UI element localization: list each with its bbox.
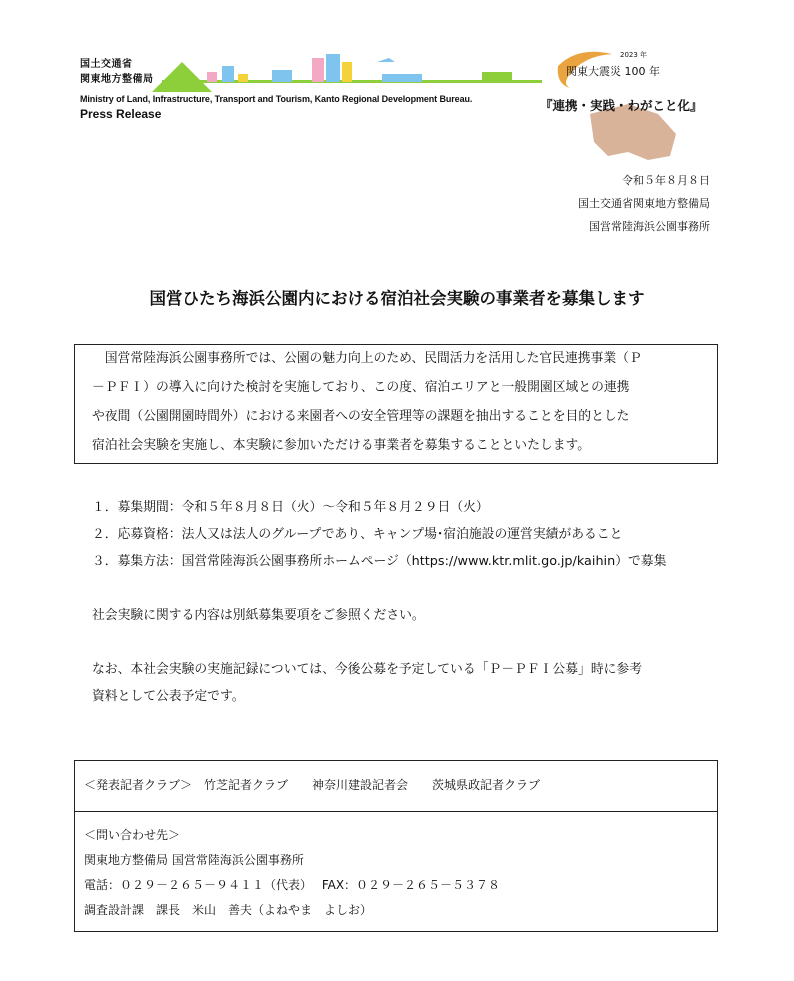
org-name-ministry: 国土交通省 <box>80 59 133 70</box>
logo-building-2 <box>222 66 234 82</box>
page-title: 国営ひたち海浜公園内における宿泊社会実験の事業者を募集します <box>149 289 645 308</box>
contact-organization: 関東地方整備局 国営常陸海浜公園事務所 <box>84 853 304 867</box>
contact-heading: ＜問い合わせ先＞ <box>84 828 181 842</box>
anniversary-slogan: 『連携・実践・わがこと化』 <box>540 98 703 113</box>
contact-person: 調査設計課 課長 米山 善夫（よねやま よしお） <box>84 903 373 917</box>
issuer-office: 国営常陸海浜公園事務所 <box>589 220 710 233</box>
logo-ship <box>482 72 512 80</box>
contact-box-divider <box>74 811 718 812</box>
press-release-label: Press Release <box>80 107 162 121</box>
logo-building-4 <box>272 70 292 82</box>
logo-building-3 <box>238 74 248 82</box>
logo-tower-3 <box>342 62 352 82</box>
summary-line: 国営常陸海浜公園事務所では、公園の魅力向上のため、民間活力を活用した官民連携事業（Ｐ <box>92 351 642 366</box>
org-name-english: Ministry of Land, Infrastructure, Transport and Tourism, Kanto Regional Development Bureau. <box>80 94 473 104</box>
issuer-bureau: 国土交通省関東地方整備局 <box>578 197 710 210</box>
logo-airplane <box>377 58 395 62</box>
publication-note-line: 資料として公表予定です。 <box>92 689 245 704</box>
logo-building-1 <box>207 72 217 82</box>
logo-train <box>382 74 422 82</box>
logo-tower-1 <box>312 58 324 82</box>
reference-note: 社会実験に関する内容は別紙募集要項をご参照ください。 <box>92 608 425 623</box>
release-date: 令和５年８月８日 <box>622 174 710 187</box>
summary-line: や夜間（公園開園時間外）における来園者への安全管理等の課題を抽出することを目的とした <box>92 409 630 424</box>
summary-line: －ＰＦＩ）の導入に向けた検討を実施しており、この度、宿泊エリアと一般開園区域との連携 <box>92 380 630 395</box>
eligibility-item: ２．応募資格：法人又は法人のグループであり、キャンプ場･宿泊施設の運営実績があること <box>92 527 623 542</box>
press-clubs: ＜発表記者クラブ＞ 竹芝記者クラブ 神奈川建設記者会 茨城県政記者クラブ <box>84 778 541 792</box>
org-name-bureau: 関東地方整備局 <box>80 74 154 85</box>
contact-phone: 電話：０２９－２６５－９４１１（代表） FAX：０２９－２６５－５３７８ <box>84 878 501 892</box>
logo-tower-2 <box>326 54 340 82</box>
anniversary-title: 関東大震災 100 年 <box>566 65 660 78</box>
recruitment-period-item: １．募集期間：令和５年８月８日（火）～令和５年８月２９日（火） <box>92 500 489 515</box>
application-method-item: ３．募集方法：国営常陸海浜公園事務所ホームページ（https://www.ktr.mlit.go.jp/kaihin）で募集 <box>92 554 667 569</box>
bureau-logo-graphic <box>152 52 542 94</box>
anniversary-year: 2023 年 <box>620 51 648 59</box>
publication-note-line: なお、本社会実験の実施記録については、今後公募を予定している「Ｐ－ＰＦＩ公募」時に参考 <box>92 662 643 677</box>
summary-line: 宿泊社会実験を実施し、本実験に参加いただける事業者を募集することといたします。 <box>92 438 591 453</box>
logo-mountain-shape <box>152 62 212 92</box>
